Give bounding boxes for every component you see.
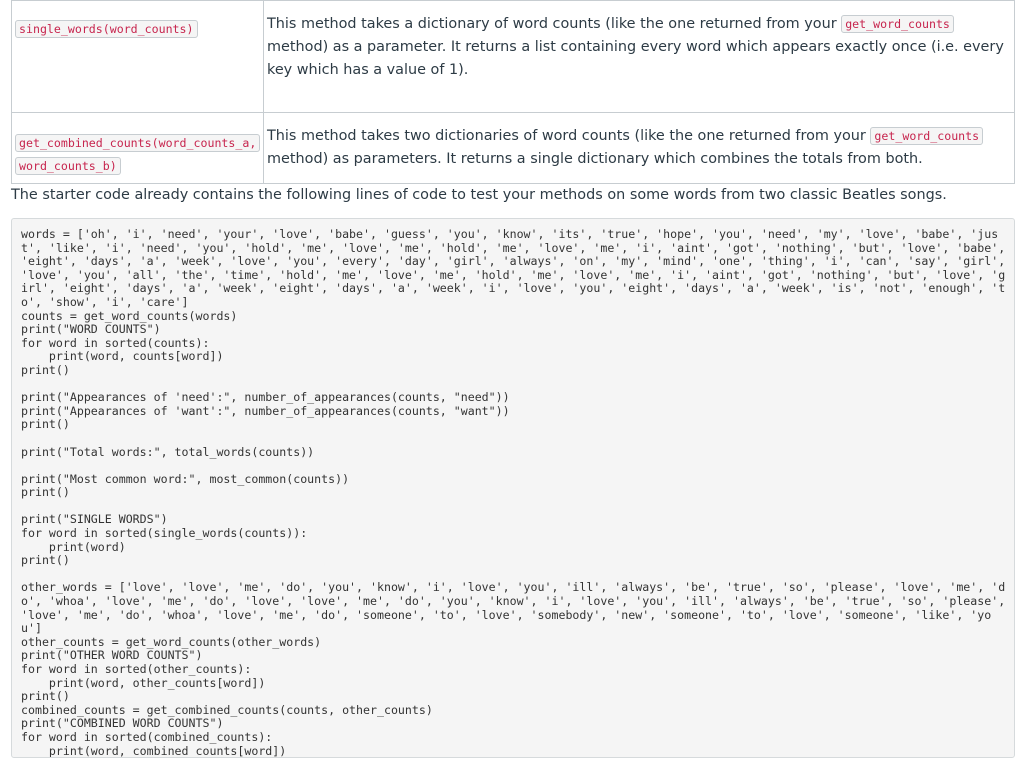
code-line: print(word, combined_counts[word]) — [21, 743, 287, 758]
intro-paragraph: The starter code already contains the following lines of code to test your methods on some words from two classic Beatles songs. — [11, 187, 947, 203]
code-line: print() — [21, 485, 70, 500]
code-line: print() — [21, 417, 70, 432]
method-description — [264, 1, 1015, 113]
code-line: for word in sorted(combined_counts): — [21, 729, 273, 744]
method-signature: single_words(word_counts) — [15, 20, 198, 38]
code-line: print(word) — [21, 539, 126, 554]
code-line: other_words = ['love', 'love', 'me', 'do', 'you', 'know', 'i', 'love', 'you', 'ill', 'always', 'be', 'true', 'so', 'please', 'love', 'me', 'd — [21, 580, 1006, 595]
code-line: for word in sorted(counts): — [21, 335, 210, 350]
code-line — [21, 568, 1005, 582]
code-line: print("OTHER WORD COUNTS") — [21, 648, 203, 663]
code-block[interactable] — [11, 218, 1015, 758]
inline-code: get_word_counts — [870, 127, 983, 145]
method-row — [12, 1, 1015, 113]
code-line: print("Most common word:", most_common(counts)) — [21, 471, 350, 486]
code-line: 'love', 'you', 'all', 'the', 'time', 'hold', 'me', 'love', 'me', 'hold', 'me', 'love', 'me', 'i', 'aint', 'got', 'nothing', 'but', 'love', 'g — [21, 267, 1006, 282]
code-line: other_counts = get_word_counts(other_words) — [21, 634, 322, 649]
method-description — [264, 113, 1015, 184]
code-line — [21, 432, 1005, 446]
code-line: irl', 'eight', 'days', 'a', 'week', 'eight', 'days', 'a', 'week', 'i', 'love', 'you', 'eight', 'days', 'a', 'week', 'is', 'not', 'enough', 't — [21, 281, 1006, 296]
method-signature: get_combined_counts(word_counts_a, word_counts_b) — [15, 134, 260, 175]
code-line: 'eight', 'days', 'a', 'week', 'love', 'you', 'every', 'day', 'girl', 'always', 'on', 'my', 'mind', 'one', 'thing', 'i', 'can', 'say', 'girl', — [21, 254, 1006, 269]
code-line: print("WORD COUNTS") — [21, 322, 161, 337]
code-line: t', 'like', 'i', 'need', 'you', 'hold', 'me', 'love', 'me', 'hold', 'me', 'love', 'me', 'i', 'aint', 'got', 'nothing', 'but', 'love', 'babe', — [21, 240, 1006, 255]
code-line: print() — [21, 362, 70, 377]
code-line: combined_counts = get_combined_counts(counts, other_counts) — [21, 702, 433, 717]
code-line: print() — [21, 689, 70, 704]
description-text: This method takes two dictionaries of word counts (like the one returned from your — [267, 128, 871, 144]
code-line: o', 'whoa', 'love', 'me', 'do', 'love', 'love', 'me', 'do', 'you', 'know', 'i', 'love', 'you', 'ill', 'always', 'be', 'true', 'so', 'please', — [21, 594, 1006, 609]
inline-code: get_word_counts — [841, 15, 954, 33]
code-line: for word in sorted(single_words(counts)): — [21, 526, 308, 541]
code-line: print("Appearances of 'need':", number_of_appearances(counts, "need")) — [21, 390, 510, 405]
code-line: u'] — [21, 621, 42, 636]
code-line: print(word, counts[word]) — [21, 349, 224, 364]
code-line — [21, 378, 1005, 392]
code-line: o', 'show', 'i', 'care'] — [21, 294, 189, 309]
code-line: counts = get_word_counts(words) — [21, 308, 238, 323]
code-line — [21, 500, 1005, 514]
code-line: for word in sorted(other_counts): — [21, 662, 252, 676]
code-line: print(word, other_counts[word]) — [21, 675, 266, 690]
method-signature-cell — [12, 1, 264, 113]
description-text: method) as parameters. It returns a single dictionary which combines the totals from both. — [267, 151, 923, 168]
code-line: print("COMBINED WORD COUNTS") — [21, 716, 224, 731]
code-line: print() — [21, 553, 70, 568]
description-text: method) as a parameter. It returns a list containing every word which appears exactly once (i.e. every key which has a value of 1). — [267, 39, 1004, 79]
description-text: This method takes a dictionary of word counts (like the one returned from your — [267, 16, 842, 32]
code-line: print("Appearances of 'want':", number_of_appearances(counts, "want")) — [21, 403, 510, 418]
method-row — [12, 113, 1015, 184]
code-line — [21, 459, 1005, 473]
methods-table — [11, 0, 1015, 184]
code-line: 'love', 'me', 'do', 'whoa', 'love', 'me', 'do', 'someone', 'to', 'love', 'somebody', 'new', 'someone', 'to', 'love', 'someone', 'like', 'yo — [21, 607, 992, 622]
code-line: print("Total words:", total_words(counts)) — [21, 444, 315, 459]
method-signature-cell — [12, 113, 264, 184]
code-line: words = ['oh', 'i', 'need', 'your', 'love', 'babe', 'guess', 'you', 'know', 'its', 'true', 'hope', 'you', 'need', 'my', 'love', 'babe', 'jus — [21, 227, 999, 241]
code-line: print("SINGLE WORDS") — [21, 512, 168, 527]
